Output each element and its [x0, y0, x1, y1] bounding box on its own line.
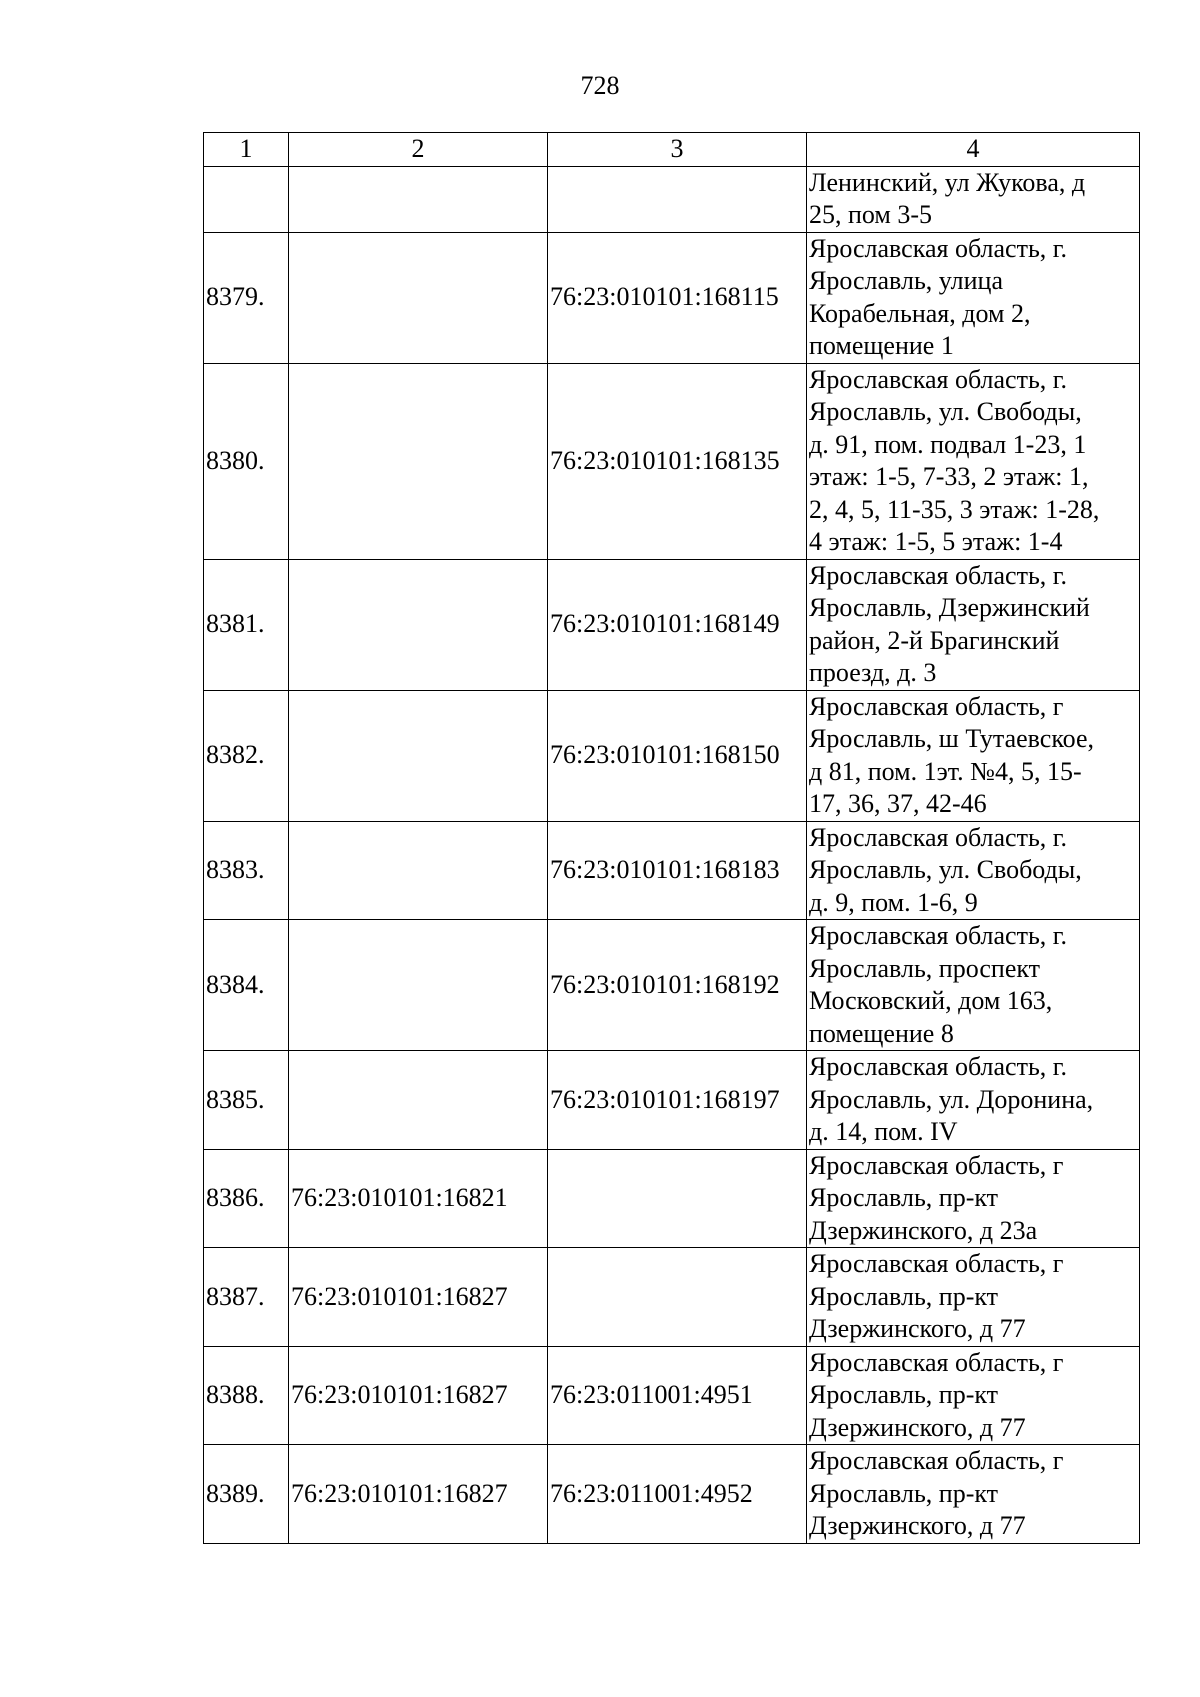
- cadastral-room-number-cell: 76:23:011001:4952: [548, 1445, 807, 1544]
- cadastral-number-cell: [289, 232, 548, 363]
- address-line: д 81, пом. 1эт. №4, 5, 15-: [809, 756, 1082, 786]
- cadastral-number-cell: [289, 1051, 548, 1150]
- address-line: помещение 8: [809, 1018, 954, 1048]
- cadastral-number-cell: [289, 363, 548, 559]
- address-line: район, 2-й Брагинский: [809, 625, 1060, 655]
- address-cell: [807, 1051, 1140, 1150]
- address-cell: [807, 920, 1140, 1051]
- table-row: [204, 363, 1140, 559]
- address-line: д. 91, пом. подвал 1-23, 1: [809, 429, 1087, 459]
- address-line: Ярославская область, г: [809, 691, 1064, 721]
- address-line: Ярославская область, г.: [809, 233, 1068, 263]
- table-row: [204, 1346, 1140, 1445]
- column-header-3: 3: [548, 133, 807, 167]
- row-number-cell: 8389.: [204, 1445, 289, 1544]
- address-line: Ярославская область, г: [809, 1446, 1064, 1475]
- address-line: Корабельная, дом 2,: [809, 298, 1031, 328]
- page-number: 728: [580, 71, 620, 100]
- table-row: [204, 821, 1140, 920]
- address-line: Дзержинского, д 23а: [809, 1215, 1038, 1245]
- table-row: [204, 920, 1140, 1051]
- cadastral-room-number-cell: 76:23:010101:168192: [548, 920, 807, 1051]
- address-cell: [807, 559, 1140, 690]
- cadastral-room-number-cell: 76:23:011001:4951: [548, 1346, 807, 1445]
- address-line: Ярославская область, г.: [809, 822, 1068, 852]
- address-line: Ленинский, ул Жукова, д: [809, 167, 1086, 197]
- registry-table: [203, 132, 1140, 1544]
- address-cell: [807, 1445, 1140, 1544]
- address-cell: [807, 363, 1140, 559]
- cadastral-room-number-cell: 76:23:010101:168183: [548, 821, 807, 920]
- address-line: Ярославская область, г: [809, 1249, 1064, 1278]
- row-number-cell: 8387.: [204, 1248, 289, 1347]
- address-line: Ярославская область, г: [809, 1347, 1064, 1377]
- table-row: [204, 232, 1140, 363]
- column-header-4: 4: [807, 133, 1140, 167]
- table-row: [204, 559, 1140, 690]
- address-line: 25, пом 3-5: [809, 200, 933, 229]
- cadastral-room-number-cell: [548, 166, 807, 232]
- address-line: Ярославль, пр-кт: [809, 1183, 999, 1212]
- address-line: Дзержинского, д 77: [809, 1511, 1026, 1540]
- address-line: Ярославль, проспект: [809, 953, 1041, 983]
- address-line: 17, 36, 37, 42-46: [809, 789, 987, 818]
- cadastral-room-number-cell: 76:23:010101:168197: [548, 1051, 807, 1150]
- address-line: Ярославль, ш Тутаевское,: [809, 724, 1095, 753]
- address-line: Ярославская область, г.: [809, 1052, 1068, 1081]
- address-line: Ярославль, пр-кт: [809, 1281, 999, 1311]
- address-line: Ярославская область, г: [809, 1150, 1064, 1180]
- address-line: Ярославль, ул. Свободы,: [809, 855, 1082, 884]
- table-row: [204, 166, 1140, 232]
- registry-table-body: [204, 133, 1140, 1544]
- row-number-cell: 8386.: [204, 1149, 289, 1248]
- row-number-cell: 8382.: [204, 690, 289, 821]
- address-line: Ярославль, ул. Свободы,: [809, 397, 1082, 426]
- address-line: д. 14, пом. IV: [809, 1117, 958, 1146]
- address-line: Дзержинского, д 77: [809, 1314, 1026, 1343]
- row-number-cell: [204, 166, 289, 232]
- address-line: Московский, дом 163,: [809, 986, 1053, 1015]
- row-number-cell: 8381.: [204, 559, 289, 690]
- address-line: 2, 4, 5, 11-35, 3 этаж: 1-28,: [809, 494, 1100, 524]
- address-cell: [807, 821, 1140, 920]
- cadastral-number-cell: 76:23:010101:16827: [289, 1346, 548, 1445]
- address-line: Ярославль, пр-кт: [809, 1380, 999, 1409]
- table-row: [204, 690, 1140, 821]
- address-line: этаж: 1-5, 7-33, 2 этаж: 1,: [809, 462, 1089, 491]
- cadastral-room-number-cell: [548, 1248, 807, 1347]
- row-number-cell: 8385.: [204, 1051, 289, 1150]
- address-cell: [807, 1149, 1140, 1248]
- cadastral-number-cell: [289, 690, 548, 821]
- row-number-cell: 8379.: [204, 232, 289, 363]
- address-line: Ярославль, ул. Доронина,: [809, 1084, 1094, 1114]
- address-cell: [807, 166, 1140, 232]
- address-line: Ярославская область, г.: [809, 921, 1068, 950]
- address-line: Ярославская область, г.: [809, 364, 1068, 394]
- cadastral-room-number-cell: 76:23:010101:168115: [548, 232, 807, 363]
- column-header-2: 2: [289, 133, 548, 167]
- cadastral-room-number-cell: 76:23:010101:168149: [548, 559, 807, 690]
- table-row: [204, 1149, 1140, 1248]
- address-line: Ярославль, пр-кт: [809, 1478, 999, 1508]
- row-number-cell: 8388.: [204, 1346, 289, 1445]
- table-row: [204, 1445, 1140, 1544]
- table-row: [204, 1248, 1140, 1347]
- cadastral-room-number-cell: [548, 1149, 807, 1248]
- address-cell: [807, 690, 1140, 821]
- row-number-cell: 8380.: [204, 363, 289, 559]
- address-line: 4 этаж: 1-5, 5 этаж: 1-4: [809, 527, 1063, 556]
- address-cell: [807, 1346, 1140, 1445]
- cadastral-number-cell: [289, 821, 548, 920]
- cadastral-room-number-cell: 76:23:010101:168135: [548, 363, 807, 559]
- cadastral-number-cell: [289, 559, 548, 690]
- address-line: д. 9, пом. 1-6, 9: [809, 887, 978, 917]
- address-cell: [807, 1248, 1140, 1347]
- row-number-cell: 8384.: [204, 920, 289, 1051]
- address-line: Дзержинского, д 77: [809, 1412, 1026, 1442]
- cadastral-number-cell: 76:23:010101:16821: [289, 1149, 548, 1248]
- row-number-cell: 8383.: [204, 821, 289, 920]
- cadastral-number-cell: [289, 920, 548, 1051]
- address-line: проезд, д. 3: [809, 658, 937, 687]
- cadastral-number-cell: 76:23:010101:16827: [289, 1445, 548, 1544]
- address-cell: [807, 232, 1140, 363]
- column-header-1: 1: [204, 133, 289, 167]
- address-line: помещение 1: [809, 331, 954, 360]
- cadastral-number-cell: [289, 166, 548, 232]
- address-line: Ярославская область, г.: [809, 560, 1068, 590]
- table-header-row: [204, 133, 1140, 167]
- address-line: Ярославль, улица: [809, 266, 1004, 295]
- address-line: Ярославль, Дзержинский: [809, 593, 1090, 622]
- cadastral-room-number-cell: 76:23:010101:168150: [548, 690, 807, 821]
- table-row: [204, 1051, 1140, 1150]
- cadastral-number-cell: 76:23:010101:16827: [289, 1248, 548, 1347]
